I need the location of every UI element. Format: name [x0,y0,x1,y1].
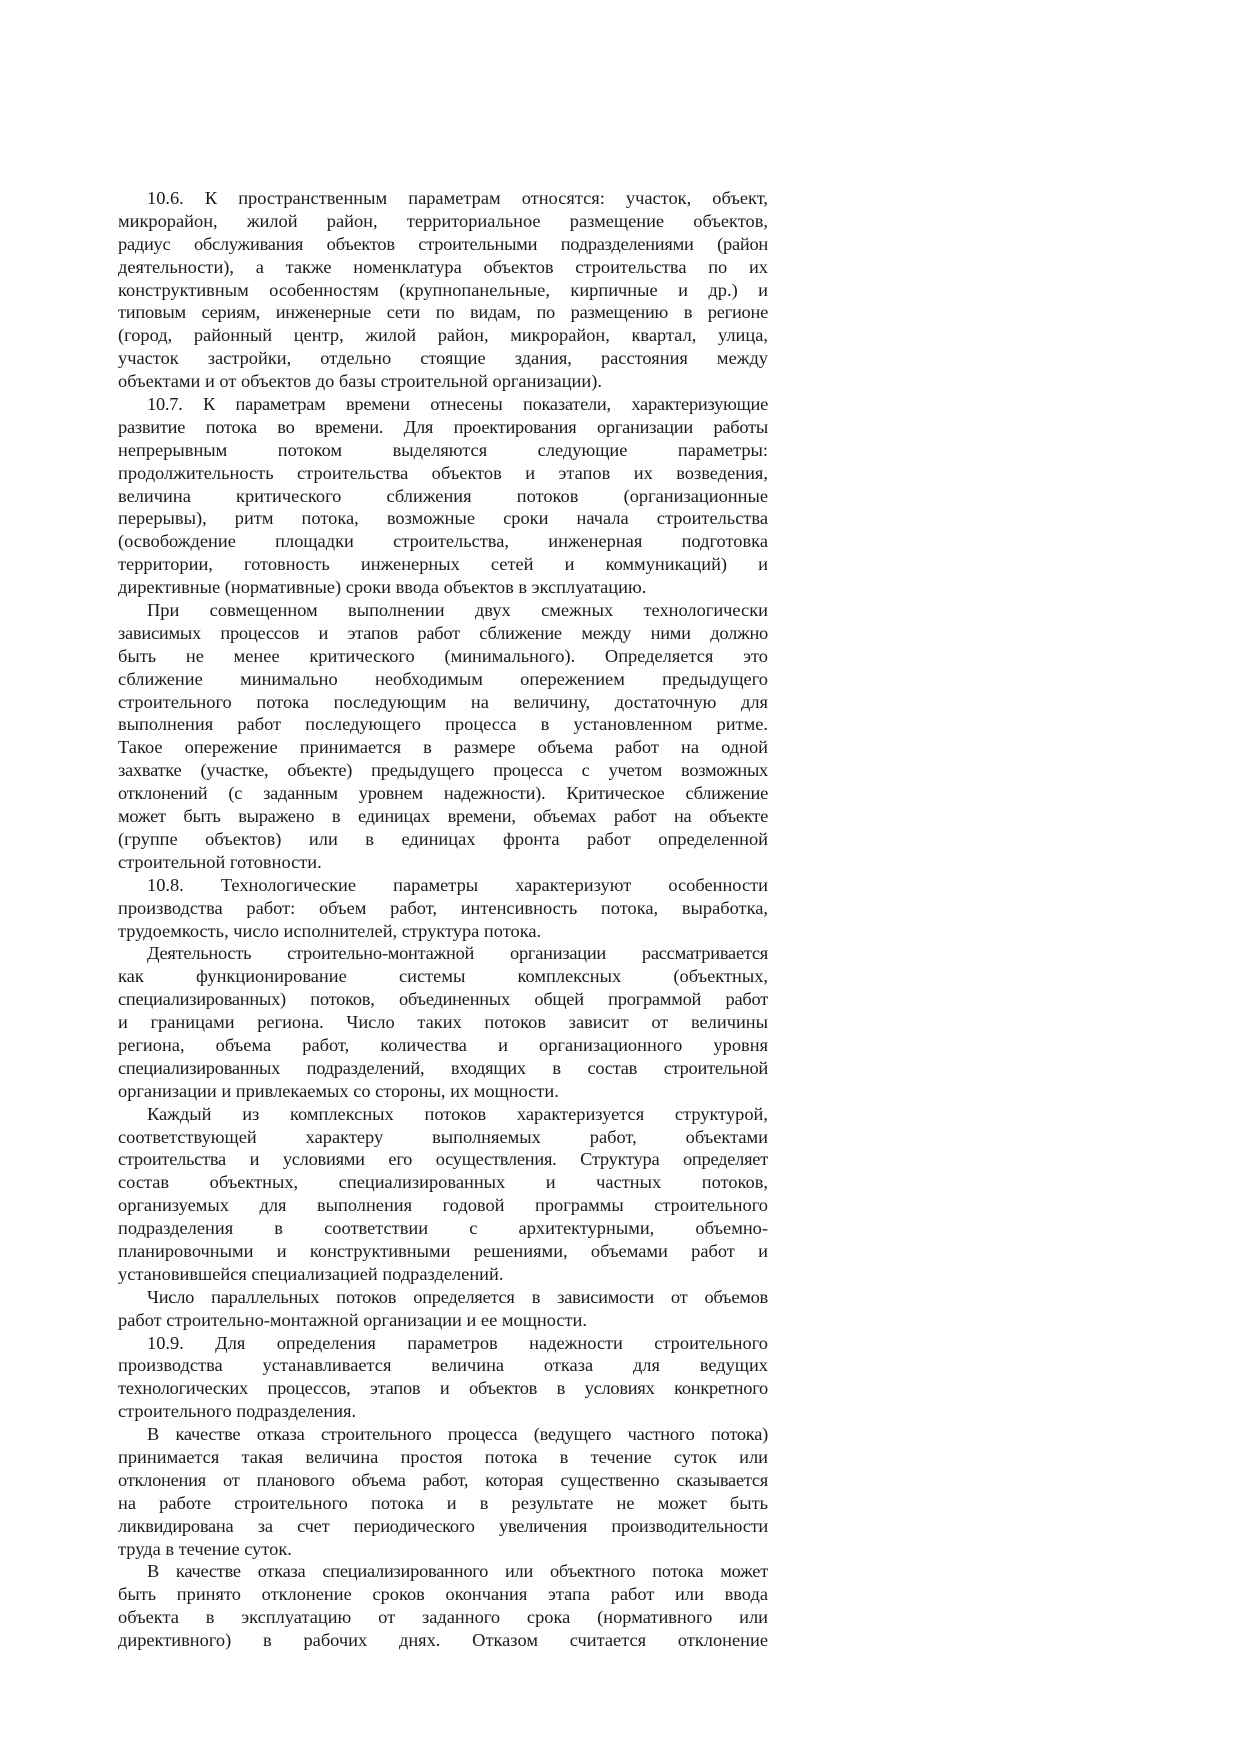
text-line: соответствующей характеру выполняемых работ, объектами [118,1126,768,1147]
text-line: сближение минимально необходимым опережением предыдущего [118,668,768,689]
document-page [118,187,768,1652]
text-line: (освобождение площадки строительства, инженерная подготовка [118,531,768,552]
text-line: зависимых процессов и этапов работ сближение между ними должно [118,622,768,643]
text-line: выполнения работ последующего процесса в установленном ритме. [118,714,768,735]
text-line: отклонений (с заданным уровнем надежности). Критическое сближение [118,783,768,804]
text-line: (группе объектов) или в единицах фронта работ определенной [118,828,768,849]
text-line: конструктивным особенностям (крупнопанельные, кирпичные и др.) и [118,279,768,300]
paragraph-flow-failure [118,1560,768,1652]
text-line: объектами и от объектов до базы строительной организации). [118,371,602,392]
text-line: отклонения от планового объема работ, которая существенно сказывается [118,1469,768,1490]
paragraph-process-failure [118,1423,768,1560]
paragraph-10-9 [118,1332,768,1424]
text-line: 10.6. К пространственным параметрам относятся: участок, объект, [147,188,768,208]
text-line: как функционирование системы комплексных (объектных, [118,966,768,987]
text-line: Деятельность строительно-монтажной организации рассматривается [147,943,768,964]
text-line: организации и привлекаемых со стороны, их мощности. [118,1080,559,1101]
text-line: ликвидирована за счет периодического увеличения производительности [118,1515,768,1536]
text-line: на работе строительного потока и в результате не может быть [118,1492,768,1513]
text-line: перерывы), ритм потока, возможные сроки начала строительства [118,508,768,529]
text-line: захватке (участке, объекте) предыдущего процесса с учетом возможных [118,760,768,781]
text-line: директивные (нормативные) сроки ввода объектов в эксплуатацию. [118,577,647,598]
text-line: В качестве отказа строительного процесса (ведущего частного потока) [147,1424,768,1445]
text-line: труда в течение суток. [118,1538,292,1559]
paragraph-10-8 [118,874,768,943]
text-line: (город, районный центр, жилой район, микрорайон, квартал, улица, [118,325,768,346]
text-line: В качестве отказа специализированного или объектного потока может [147,1561,768,1582]
text-line: Каждый из комплексных потоков характеризуется структурой, [147,1103,768,1124]
text-line: быть принято отклонение сроков окончания этапа работ или ввода [118,1584,768,1605]
text-line: подразделения в соответствии с архитектурными, объемно- [118,1218,768,1239]
text-line: 10.8. Технологические параметры характеризуют особенности [147,874,768,895]
text-line: Число параллельных потоков определяется в зависимости от объемов [147,1286,768,1307]
text-line: территории, готовность инженерных сетей и коммуникаций) и [118,554,768,575]
paragraph-complex-flows [118,1103,768,1286]
text-line: продолжительность строительства объектов и этапов их возведения, [118,462,768,483]
paragraph-combined-execution [118,599,768,874]
text-line: участок застройки, отдельно стоящие здания, расстояния между [118,348,768,369]
text-line: специализированных) потоков, объединенных общей программой работ [118,989,768,1010]
text-line: может быть выражено в единицах времени, объемах работ на объекте [118,806,768,827]
text-line: состав объектных, специализированных и частных потоков, [118,1172,768,1193]
text-line: директивного) в рабочих днях. Отказом считается отклонение [118,1630,768,1651]
text-line: деятельности), а также номенклатура объектов строительства по их [118,256,768,277]
text-line: типовым сериям, инженерные сети по видам, по размещению в регионе [118,302,768,323]
text-line: строительного потока последующим на величину, достаточную для [118,691,768,712]
text-line: непрерывным потоком выделяются следующие параметры: [118,439,768,460]
text-line: специализированных подразделений, входящих в состав строительной [118,1057,768,1078]
text-line: величина критического сближения потоков (организационные [118,485,768,506]
paragraph-parallel-flows [118,1286,768,1332]
paragraph-10-7 [118,393,768,599]
text-line: объекта в эксплуатацию от заданного срока (нормативного или [118,1607,768,1628]
text-line: строительной готовности. [118,851,322,872]
text-line: и границами региона. Число таких потоков зависит от величины [118,1012,768,1033]
text-line: строительного подразделения. [118,1401,357,1422]
text-line: работ строительно-монтажной организации и ее мощности. [118,1309,587,1330]
text-line: быть не менее критического (минимального). Определяется это [118,645,768,666]
paragraph-10-6 [118,187,768,393]
text-line: установившейся специализацией подразделений. [118,1263,504,1284]
text-line: производства работ: объем работ, интенсивность потока, выработка, [118,897,768,918]
text-line: трудоемкость, число исполнителей, структура потока. [118,920,542,941]
text-line: организуемых для выполнения годовой программы строительного [118,1195,768,1216]
text-line: строительства и условиями его осуществления. Структура определяет [118,1149,768,1170]
text-line: технологических процессов, этапов и объектов в условиях конкретного [118,1378,768,1399]
text-line: 10.9. Для определения параметров надежности строительного [147,1332,768,1353]
text-line: Такое опережение принимается в размере объема работ на одной [118,737,768,758]
text-line: принимается такая величина простоя потока в течение суток или [118,1446,768,1467]
paragraph-activity [118,942,768,1102]
text-line: планировочными и конструктивными решениями, объемами работ и [118,1240,768,1261]
text-line: 10.7. К параметрам времени отнесены показатели, характеризующие [147,394,768,415]
text-line: региона, объема работ, количества и организационного уровня [118,1034,768,1055]
text-line: радиус обслуживания объектов строительными подразделениями (район [118,233,768,254]
text-line: развитие потока во времени. Для проектирования организации работы [118,416,768,437]
text-line: При совмещенном выполнении двух смежных технологически [147,600,768,621]
text-line: производства устанавливается величина отказа для ведущих [118,1355,768,1376]
text-line: микрорайон, жилой район, территориальное размещение объектов, [118,210,768,231]
